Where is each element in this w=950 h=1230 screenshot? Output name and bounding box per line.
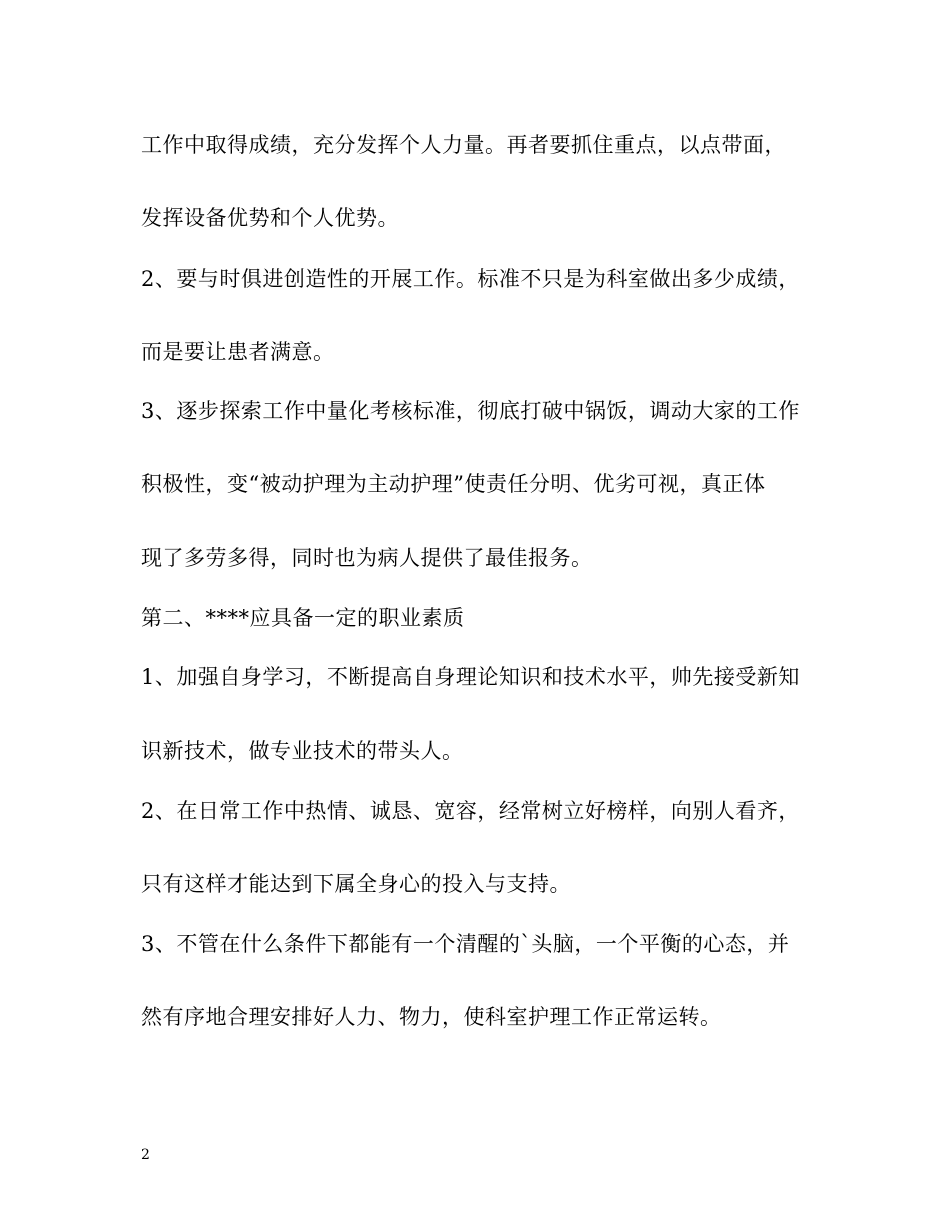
- text-line: 只有这样才能达到下属全身心的投入与支持。: [141, 872, 571, 896]
- text-line: 现了多劳多得，同时也为病人提供了最佳报务。: [141, 546, 593, 570]
- text-line: 3、不管在什么条件下都能有一个清醒的`头脑，一个平衡的心态，并: [141, 932, 790, 956]
- text-line: 然有序地合理安排好人力、物力，使科室护理工作正常运转。: [141, 1005, 722, 1029]
- text-line: 积极性，变“被动护理为主动护理”使责任分明、优劣可视，真正体: [141, 472, 766, 496]
- text-line: 2、在日常工作中热情、诚恳、宽容，经常树立好榜样，向别人看齐，: [141, 799, 800, 823]
- text-line: 而是要让患者满意。: [141, 340, 335, 364]
- text-line: 发挥设备优势和个人优势。: [141, 206, 399, 230]
- text-line: 1、加强自身学习，不断提高自身理论知识和技术水平，帅先接受新知: [141, 665, 800, 689]
- page-number: 2: [141, 1147, 150, 1163]
- section-heading: 第二、****应具备一定的职业素质: [141, 606, 465, 630]
- text-line: 3、逐步探索工作中量化考核标准，彻底打破中锅饭，调动大家的工作: [141, 399, 800, 423]
- text-line: 工作中取得成绩，充分发挥个人力量。再者要抓住重点，以点带面，: [141, 133, 786, 157]
- text-line: 识新技术，做专业技术的带头人。: [141, 739, 464, 763]
- text-line: 2、要与时俱进创造性的开展工作。标准不只是为科室做出多少成绩，: [141, 267, 800, 291]
